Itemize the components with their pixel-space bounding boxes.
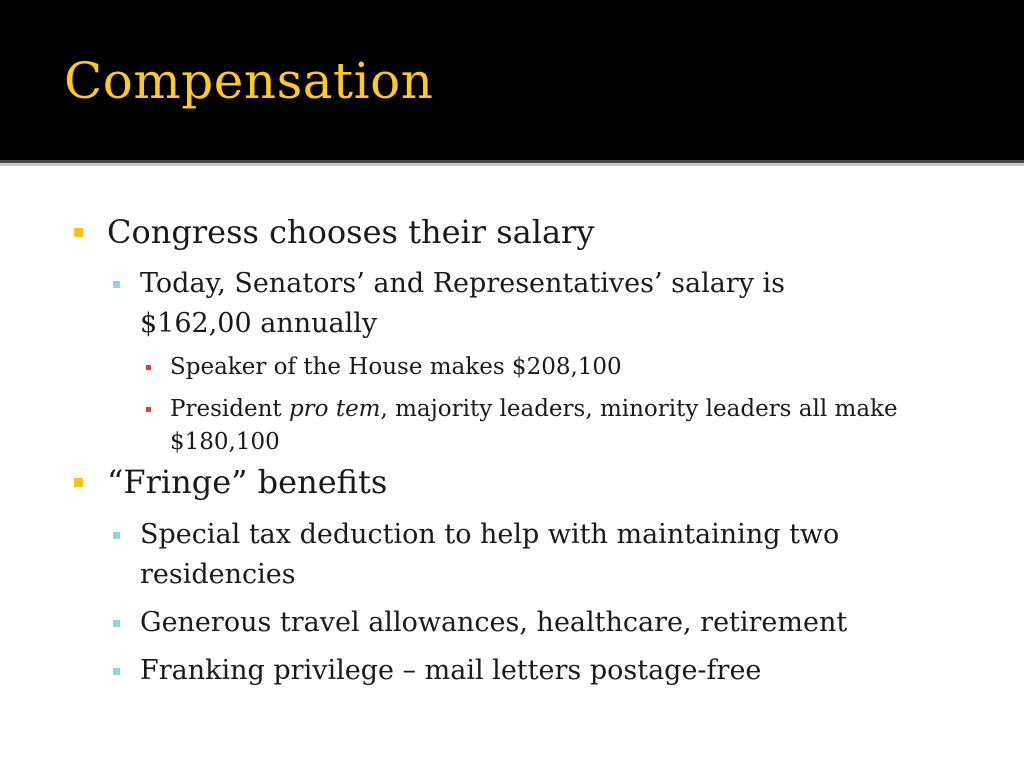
slide-title: Compensation (64, 52, 434, 110)
bullet-text: Generous travel allowances, healthcare, retirement (140, 607, 848, 638)
square-bullet-icon (113, 668, 120, 675)
bullet-text-line: $162,00 annually (140, 308, 378, 339)
bullet-text-segment: , majority leaders, minority leaders all make (380, 396, 898, 422)
title-bar (0, 0, 1024, 160)
bullet-text: Congress chooses their salary (107, 213, 595, 251)
bullet-text-line: Special tax deduction to help with maintaining two (140, 519, 840, 550)
bullet-text-italic: pro tem (288, 396, 381, 422)
bullet-text: “Fringe” benefits (107, 463, 388, 501)
bullet-text: Speaker of the House makes $208,100 (170, 354, 622, 380)
bullet-item (140, 264, 785, 344)
bullet-item (140, 515, 839, 595)
bullet-item (170, 393, 898, 459)
bullet-item (107, 462, 387, 502)
bullet-item (107, 212, 594, 252)
square-bullet-icon (146, 407, 151, 412)
square-bullet-icon (74, 478, 83, 487)
bullet-text: Franking privilege – mail letters postage-free (140, 655, 762, 686)
square-bullet-icon (74, 228, 83, 237)
bullet-text-line: residencies (140, 559, 296, 590)
bullet-text-segment: President (170, 396, 289, 422)
bullet-item (140, 651, 761, 691)
bullet-item (170, 351, 622, 384)
bullet-item (140, 603, 847, 643)
square-bullet-icon (146, 365, 151, 370)
bullet-text-line: Today, Senators’ and Representatives’ salary is (140, 268, 786, 299)
bullet-text-line (170, 393, 898, 426)
square-bullet-icon (113, 532, 120, 539)
bullet-text-line: $180,100 (170, 429, 280, 455)
square-bullet-icon (113, 281, 120, 288)
square-bullet-icon (113, 620, 120, 627)
title-divider-shadow (0, 163, 1024, 166)
